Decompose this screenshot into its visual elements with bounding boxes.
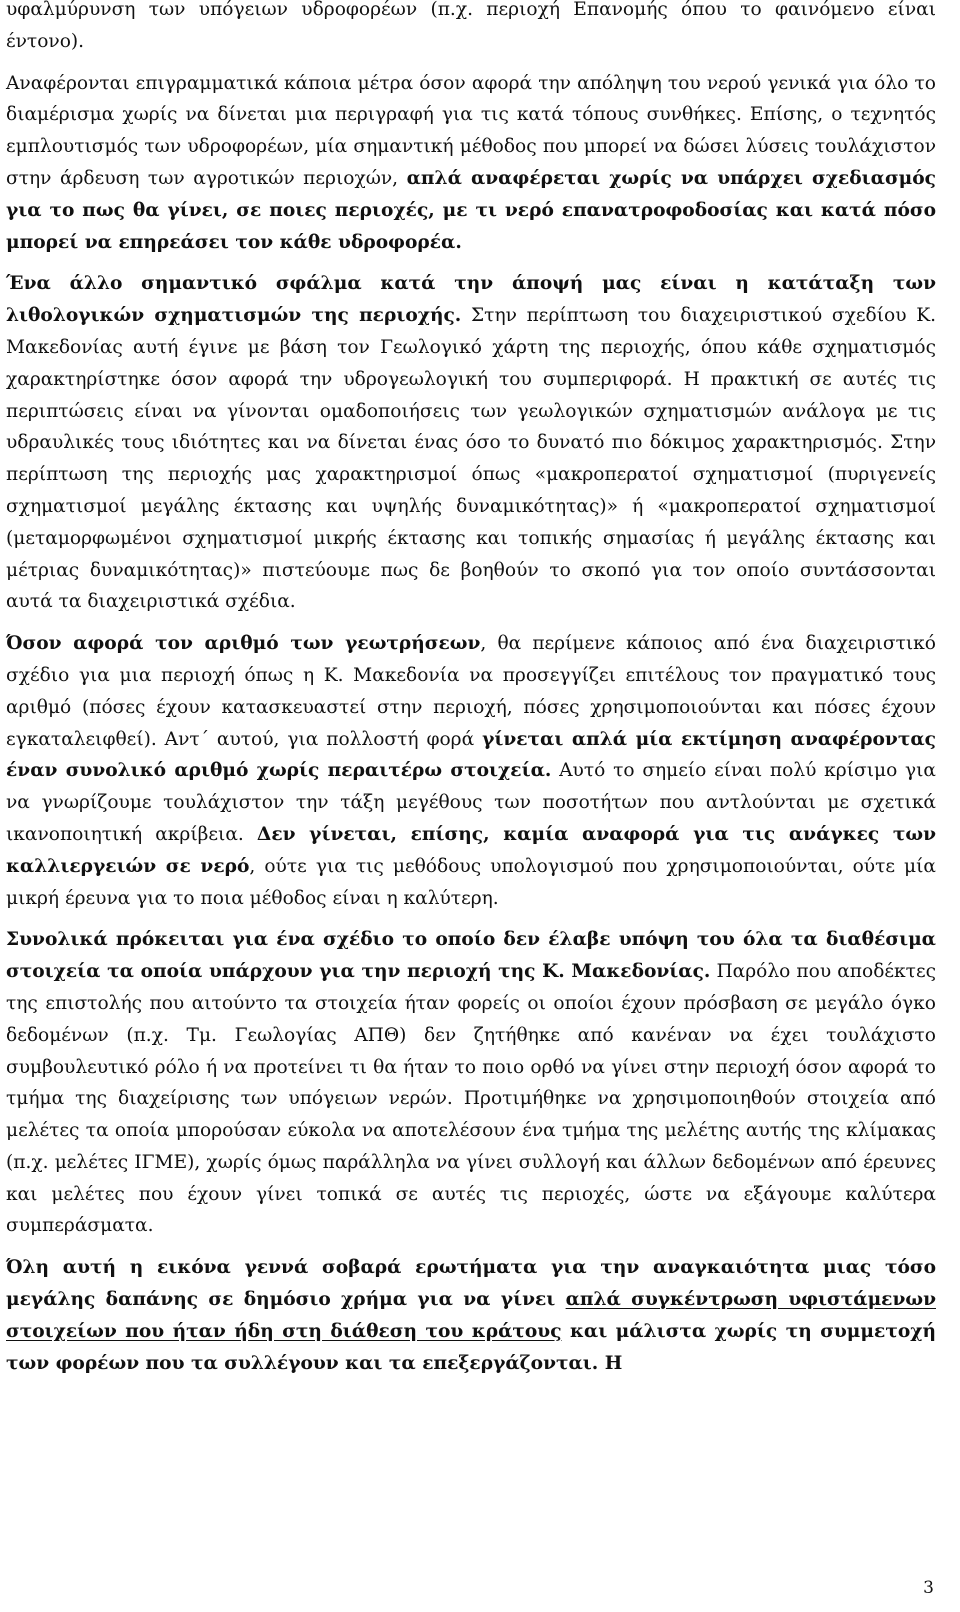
paragraph-3-bold-run: Ένα άλλο σημαντικό σφάλμα κατά την άποψή μας είναι η κατάταξη των λιθολογικών σχηματισμών της περιοχής. <box>6 273 936 327</box>
paragraph-2-run-1: Αναφέρονται επιγραμματικά κάποια μέτρα όσον αφορά την απόληψη του νερού γενικά για όλο το διαμέρισμα χωρίς να δίνεται μια περιγραφή για τις κατά τόπους συνθήκες. Επίσης, ο τεχνητός εμπλουτισμός των υδροφορέων, μία σημαντική μέθοδος που μπορεί να δώσει λύσεις τουλάχιστον στην άρδευση των αγροτικών περιοχών, <box>6 72 936 189</box>
page-number: 3 <box>923 1578 934 1598</box>
paragraph-1 <box>6 0 936 58</box>
paragraph-6-bold-run-1: Όλη αυτή η εικόνα γεννά σοβαρά ερωτήματα για την αναγκαιότητα μιας τόσο μεγάλης δαπάνης σε δημόσιο χρήμα για να γίνει <box>6 1257 936 1311</box>
paragraph-3-run-2: Στην περίπτωση του διαχειριστικού σχεδίου Κ. Μακεδονίας αυτή έγινε με βάση τον Γεωλογικό χάρτη της περιοχής, όπου κάθε σχηματισμός χαρακτηρίστηκε όσον αφορά την υδρογεωλογική του συμπεριφορά. Η πρακτική σε αυτές τις περιπτώσεις είναι να γίνονται ομαδοποιήσεις των γεωλογικών σχηματισμών ανάλογα με τις υδραυλικές τους ιδιότητες και να δίνεται ένας όσο το δυνατό πιο δόκιμος χαρακτηρισμός. Στην περίπτωση της περιοχής μας χαρακτηρισμοί όπως «μακροπερατοί σχηματισμοί (πυριγενείς σχηματισμοί μεγάλης έκτασης και υψηλής δυναμικότητας)» ή «μακροπερατοί σχηματισμοί (μεταμορφωμένοι σχηματισμοί μικρής έκτασης και τοπικής σημασίας ή μεγάλης έκτασης και μέτριας δυναμικότητας)» πιστεύουμε πως δε βοηθούν το σκοπό για τον οποίο συντάσσονται αυτά τα διαχειριστικά σχέδια. <box>6 305 937 613</box>
paragraph-4-run-4: Αυτό το σημείο είναι πολύ κρίσιμο για να γνωρίζουμε τουλάχιστον την τάξη μεγέθους των ποσοτήτων που αντλούνται με σχετικά ικανοποιητική ακρίβεια. <box>6 760 936 845</box>
paragraph-1-run-1: υφαλμύρυνση των υπόγειων υδροφορέων (π.χ. περιοχή Επανομής όπου το φαινόμενο είναι έντονο). <box>6 0 936 52</box>
document-page <box>6 0 936 1379</box>
paragraph-4-bold-run-2: γίνεται απλά μία εκτίμηση αναφέροντας έναν συνολικό αριθμό χωρίς περαιτέρω στοιχεία. <box>6 728 936 782</box>
paragraph-5-run-2: Παρόλο που αποδέκτες της επιστολής που αιτούντο τα στοιχεία ήταν φορείς οι οποίοι έχουν πρόσβαση σε μεγάλο όγκο δεδομένων (π.χ. Τμ. Γεωλογίας ΑΠΘ) δεν ζητήθηκε από κανέναν να έχει τουλάχιστο συμβουλευτικό ρόλο ή να προτείνει τι θα ήταν το ποιο ορθό να γίνει στην περιοχή όσον αφορά το τμήμα της διαχείρισης των υπόγειων νερών. Προτιμήθηκε να χρησιμοποιηθούν στοιχεία από μελέτες τα οποία μπορούσαν εύκολα να αποτελέσουν ένα τμήμα της μελέτης αυτής της κλίμακας (π.χ. μελέτες ΙΓΜΕ), χωρίς όμως παράλληλα να γίνει συλλογή και άλλων δεδομένων από έρευνες και μελέτες που έχουν γίνει τοπικά σε αυτές τις περιοχές, ώστε να εξάγουμε καλύτερα συμπεράσματα. <box>6 961 936 1237</box>
paragraph-4-run-2: , θα περίμενε κάποιος από ένα διαχειριστικό σχέδιο για μια περιοχή όπως η Κ. Μακεδονία να προσεγγίζει επιτέλους τον πραγματικό τους αριθμό (πόσες έχουν κατασκευαστεί στην περιοχή, πόσες χρησιμοποιούνται και πόσες έχουν εγκαταλειφθεί). Αντ΄ αυτού, για πολλοστή φορά <box>6 633 937 750</box>
paragraph-4-bold-run-1: Όσον αφορά τον αριθμό των γεωτρήσεων <box>6 633 481 655</box>
paragraph-4-bold-run-3: Δεν γίνεται, επίσης, καμία αναφορά για τις ανάγκες των καλλιεργειών σε νερό <box>6 823 936 877</box>
paragraph-2-bold-run: απλά αναφέρεται χωρίς να υπάρχει σχεδιασμός για το πως θα γίνει, σε ποιες περιοχές, με τι νερό επανατροφοδοσίας και κατά πόσο μπορεί να επηρεάσει τον κάθε υδροφορέα. <box>6 167 936 253</box>
paragraph-4-run-6: , ούτε για τις μεθόδους υπολογισμού που χρησιμοποιούνται, ούτε μία μικρή έρευνα για το ποια μέθοδος είναι η καλύτερη. <box>6 855 936 909</box>
paragraph-3 <box>6 268 936 618</box>
paragraph-2 <box>6 68 936 259</box>
paragraph-4 <box>6 628 936 914</box>
paragraph-6-bold-run-2: και μάλιστα χωρίς τη συμμετοχή των φορέων που τα συλλέγουν και τα επεξεργάζονται. Η <box>6 1320 936 1374</box>
paragraph-5-bold-run: Συνολικά πρόκειται για ένα σχέδιο το οποίο δεν έλαβε υπόψη του όλα τα διαθέσιμα στοιχεία τα οποία υπάρχουν για την περιοχή της Κ. Μακεδονίας. <box>6 929 936 983</box>
paragraph-6 <box>6 1252 936 1379</box>
paragraph-6-underlined-run: απλά συγκέντρωση υφιστάμενων στοιχείων που ήταν ήδη στη διάθεση του κράτους <box>6 1289 936 1342</box>
paragraph-5 <box>6 924 936 1242</box>
